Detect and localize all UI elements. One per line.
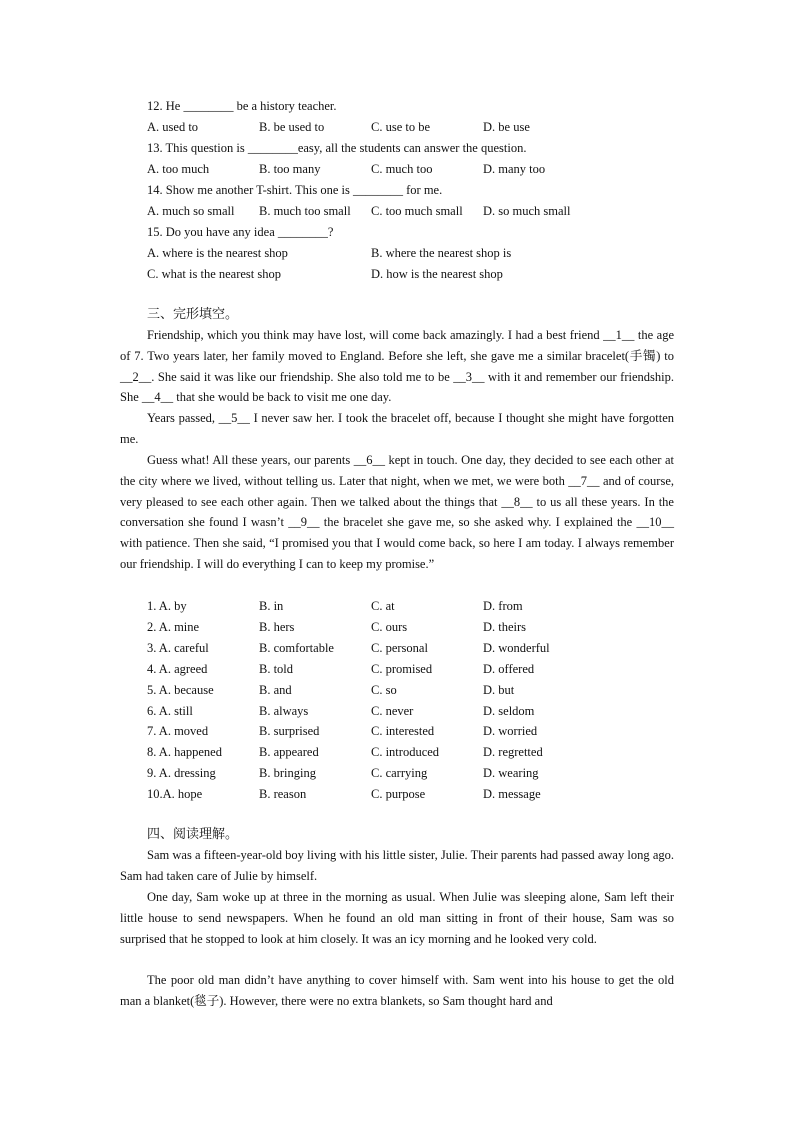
q14-option-b: B. much too small xyxy=(259,204,351,218)
q13-option-b: B. too many xyxy=(259,162,321,176)
cloze-9-option-a: 9. A. dressing xyxy=(147,766,216,780)
cloze-4-option-b: B. told xyxy=(259,662,294,676)
cloze-5-option-c: C. so xyxy=(371,683,397,697)
cloze-8-option-b: B. appeared xyxy=(259,745,319,759)
cloze-7-option-c: C. interested xyxy=(371,724,435,738)
cloze-7-option-b: B. surprised xyxy=(259,724,320,738)
reading-heading: 四、阅读理解。 xyxy=(147,827,239,842)
cloze-10-option-d: D. message xyxy=(483,787,541,801)
cloze-9-option-c: C. carrying xyxy=(371,766,428,780)
q13-option-a: A. too much xyxy=(147,162,210,176)
cloze-1-option-a: 1. A. by xyxy=(147,599,187,613)
question-15-stem: 15. Do you have any idea ________? xyxy=(147,225,334,239)
reading-paragraph-3: The poor old man didn’t have anything to cover himself with. Sam went into his house to get the old man a blanket(毯子). However, there were no extra blankets, so Sam thought hard and xyxy=(120,973,674,1008)
cloze-heading: 三、完形填空。 xyxy=(147,307,239,322)
cloze-8-option-c: C. introduced xyxy=(371,745,440,759)
cloze-6-option-c: C. never xyxy=(371,704,414,718)
cloze-2-option-a: 2. A. mine xyxy=(147,620,200,634)
question-13-stem: 13. This question is ________easy, all the students can answer the question. xyxy=(147,141,527,155)
cloze-6-option-a: 6. A. still xyxy=(147,704,193,718)
cloze-2-option-d: D. theirs xyxy=(483,620,527,634)
cloze-6-option-b: B. always xyxy=(259,704,309,718)
q12-option-d: D. be use xyxy=(483,120,530,134)
cloze-3-option-d: D. wonderful xyxy=(483,641,550,655)
cloze-3-option-a: 3. A. careful xyxy=(147,641,209,655)
cloze-4-option-d: D. offered xyxy=(483,662,535,676)
q13-option-d: D. many too xyxy=(483,162,546,176)
cloze-7-option-a: 7. A. moved xyxy=(147,724,209,738)
cloze-10-option-c: C. purpose xyxy=(371,787,426,801)
question-14-stem: 14. Show me another T-shirt. This one is ________ for me. xyxy=(147,183,443,197)
cloze-9-option-d: D. wearing xyxy=(483,766,539,780)
cloze-5-option-b: B. and xyxy=(259,683,292,697)
cloze-5-option-d: D. but xyxy=(483,683,515,697)
q15-option-d: D. how is the nearest shop xyxy=(371,267,503,281)
reading-paragraph-1: Sam was a fifteen-year-old boy living with his little sister, Julie. Their parents had passed away long ago. Sam had taken care of Julie by himself. xyxy=(120,848,674,883)
cloze-1-option-b: B. in xyxy=(259,599,284,613)
q14-option-a: A. much so small xyxy=(147,204,235,218)
question-12-stem: 12. He ________ be a history teacher. xyxy=(147,99,337,113)
cloze-7-option-d: D. worried xyxy=(483,724,538,738)
cloze-4-option-a: 4. A. agreed xyxy=(147,662,208,676)
cloze-2-option-b: B. hers xyxy=(259,620,295,634)
q15-option-c: C. what is the nearest shop xyxy=(147,267,282,281)
cloze-paragraph-3: Guess what! All these years, our parents __6__ kept in touch. One day, they decided to see each other at the city where we lived, without telling us. Later that night, when we met, we were both __7__ and of course, very pleased to see each other again. Then we talked about the things that __8__ to us all these years. In the conversation she found I wasn’t __9__ the bracelet she gave me, so she asked why. I explained the __10__ with patience. Then she said, “I promised you that I would come back, so here I am today. I always remember our friendship. I will do everything I can to keep my promise.” xyxy=(120,453,674,571)
cloze-9-option-b: B. bringing xyxy=(259,766,316,780)
cloze-paragraph-2: Years passed, __5__ I never saw her. I took the bracelet off, because I thought she might have forgotten me. xyxy=(120,411,674,446)
cloze-3-option-c: C. personal xyxy=(371,641,428,655)
q14-option-d: D. so much small xyxy=(483,204,571,218)
cloze-3-option-b: B. comfortable xyxy=(259,641,334,655)
q12-option-c: C. use to be xyxy=(371,120,431,134)
cloze-10-option-a: 10.A. hope xyxy=(147,787,203,801)
cloze-2-option-c: C. ours xyxy=(371,620,408,634)
cloze-8-option-d: D. regretted xyxy=(483,745,543,759)
cloze-10-option-b: B. reason xyxy=(259,787,307,801)
cloze-1-option-c: C. at xyxy=(371,599,395,613)
q15-option-b: B. where the nearest shop is xyxy=(371,246,512,260)
cloze-5-option-a: 5. A. because xyxy=(147,683,214,697)
cloze-6-option-d: D. seldom xyxy=(483,704,535,718)
q12-option-a: A. used to xyxy=(147,120,199,134)
q12-option-b: B. be used to xyxy=(259,120,325,134)
q13-option-c: C. much too xyxy=(371,162,433,176)
cloze-4-option-c: C. promised xyxy=(371,662,433,676)
cloze-1-option-d: D. from xyxy=(483,599,523,613)
cloze-paragraph-1: Friendship, which you think may have lost, will come back amazingly. I had a best friend __1__ the age of 7. Two years later, her family moved to England. Before she left, she gave me a similar bracelet(手镯) to __2__. She said it was like our friendship. She also told me to be __3__ with it and remember our friendship. She __4__ that she would be back to visit me one day. xyxy=(120,328,674,405)
cloze-8-option-a: 8. A. happened xyxy=(147,745,222,759)
q14-option-c: C. too much small xyxy=(371,204,463,218)
reading-paragraph-2: One day, Sam woke up at three in the morning as usual. When Julie was sleeping alone, Sam left their little house to send newspapers. When he found an old man sitting in front of their house, Sam was so surprised that he stopped to look at him closely. It was an icy morning and he looked very cold. xyxy=(120,890,674,946)
q15-option-a: A. where is the nearest shop xyxy=(147,246,288,260)
